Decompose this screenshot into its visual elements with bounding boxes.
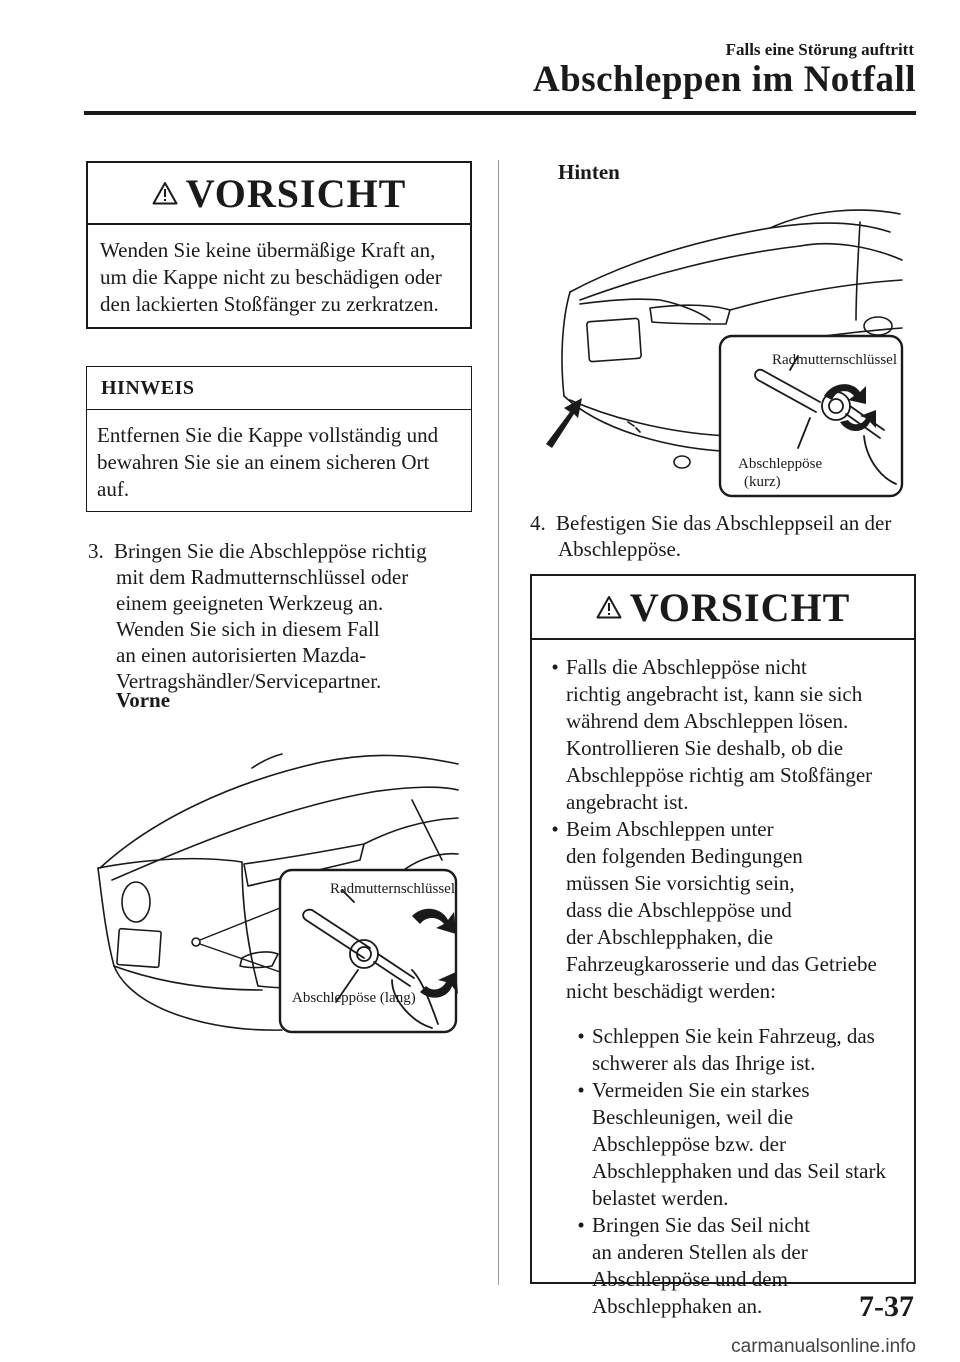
step-line: Bringen Sie die Abschleppöse richtig	[114, 539, 427, 563]
caution-title: VORSICHT	[629, 584, 851, 630]
bullet-line: Abschlepphaken und das Seil stark	[592, 1159, 886, 1183]
caution-line: um die Kappe nicht zu beschädigen oder	[100, 265, 442, 289]
warning-triangle-icon	[152, 181, 178, 205]
caution-line: den lackierten Stoßfänger zu zerkratzen.	[100, 292, 439, 316]
step-line: einem geeigneten Werkzeug an.	[116, 591, 384, 615]
bullet-line: dass die Abschleppöse und	[566, 898, 792, 922]
note-text	[87, 410, 471, 503]
bullet-line: Abschlepphaken an.	[592, 1294, 763, 1318]
bullet-line: Falls die Abschleppöse nicht	[566, 655, 807, 679]
caution-header	[532, 576, 914, 640]
bullet-mark: •	[551, 655, 559, 679]
step-line: Wenden Sie sich in diesem Fall	[116, 617, 380, 641]
bullet-line: Kontrollieren Sie deshalb, ob die	[566, 736, 844, 760]
caution-line: Wenden Sie keine übermäßige Kraft an,	[100, 238, 436, 262]
bullet-line: Vermeiden Sie ein starkes	[592, 1078, 810, 1102]
caution-text	[532, 640, 914, 1320]
page-title: Abschleppen im Notfall	[532, 59, 916, 100]
footer-watermark: carmanualsonline.info	[731, 1336, 916, 1357]
caution-header	[88, 163, 470, 225]
step-number: 3.	[88, 539, 104, 563]
bullet-line: den folgenden Bedingungen	[566, 844, 803, 868]
bullet-line: Abschleppöse bzw. der	[592, 1132, 786, 1156]
step-4	[530, 510, 930, 562]
bullet-line: angebracht ist.	[566, 790, 689, 814]
caution-box	[86, 161, 472, 329]
step-line: mit dem Radmutternschlüssel oder	[116, 565, 409, 589]
bullet-line: schwerer als das Ihrige ist.	[592, 1051, 816, 1075]
note-line: Entfernen Sie die Kappe vollständig und	[97, 423, 439, 447]
bullet-mark: •	[577, 1024, 585, 1048]
bullet-line: Fahrzeugkarosserie und das Getriebe	[566, 952, 877, 976]
bullet-line: an anderen Stellen als der	[592, 1240, 808, 1264]
bullet-item	[544, 816, 904, 1005]
note-box	[86, 366, 472, 512]
label-tow-hook-rear-sub: (kurz)	[744, 474, 781, 490]
front-towing-figure	[92, 740, 470, 1040]
step-line: Befestigen Sie das Abschleppseil an der	[556, 511, 892, 535]
label-wrench: Radmutternschlüssel	[330, 881, 455, 897]
bullet-line: belastet werden.	[592, 1186, 729, 1210]
page-number: 7-37	[859, 1290, 914, 1323]
note-title: HINWEIS	[87, 367, 471, 410]
rear-towing-figure	[540, 200, 910, 500]
step-line: an einen autorisierten Mazda-	[116, 643, 367, 667]
step-line: Abschleppöse.	[558, 537, 682, 561]
caution-text	[88, 225, 470, 318]
bullet-line: richtig angebracht ist, kann sie sich	[566, 682, 863, 706]
section-title: Falls eine Störung auftritt	[725, 40, 914, 59]
bullet-line: Abschleppöse richtig am Stoßfänger	[566, 763, 873, 787]
step-line: Vertragshändler/Servicepartner.	[116, 669, 382, 693]
step-number: 4.	[530, 511, 546, 535]
sub-bullet-item	[570, 1212, 904, 1320]
step-3	[88, 538, 488, 694]
column-divider	[498, 160, 499, 1285]
label-tow-hook-rear: Abschleppöse	[738, 456, 823, 472]
warning-triangle-icon	[596, 595, 622, 619]
bullet-line: während dem Abschleppen lösen.	[566, 709, 849, 733]
note-line: bewahren Sie sie an einem sicheren Ort	[97, 450, 430, 474]
bullet-line: der Abschlepphaken, die	[566, 925, 774, 949]
header-rule	[84, 111, 916, 115]
bullet-line: müssen Sie vorsichtig sein,	[566, 871, 795, 895]
rear-label: Hinten	[558, 160, 620, 184]
note-line: auf.	[97, 477, 130, 501]
bullet-line: nicht beschädigt werden:	[566, 979, 776, 1003]
bullet-line: Beim Abschleppen unter	[566, 817, 774, 841]
bullet-mark: •	[577, 1213, 585, 1237]
bullet-line: Abschleppöse und dem	[592, 1267, 788, 1291]
bullet-line: Beschleunigen, weil die	[592, 1105, 794, 1129]
sub-bullet-item	[570, 1023, 904, 1077]
bullet-mark: •	[551, 817, 559, 841]
bullet-line: Bringen Sie das Seil nicht	[592, 1213, 811, 1237]
sub-bullet-item	[570, 1077, 904, 1212]
caution-title: VORSICHT	[185, 170, 407, 216]
label-tow-hook: Abschleppöse (lang)	[292, 990, 416, 1006]
bullet-item	[544, 654, 904, 816]
label-wrench-rear: Radmutternschlüssel	[772, 352, 897, 368]
bullet-mark: •	[577, 1078, 585, 1102]
front-label: Vorne	[116, 688, 171, 712]
bullet-line: Schleppen Sie kein Fahrzeug, das	[592, 1024, 875, 1048]
